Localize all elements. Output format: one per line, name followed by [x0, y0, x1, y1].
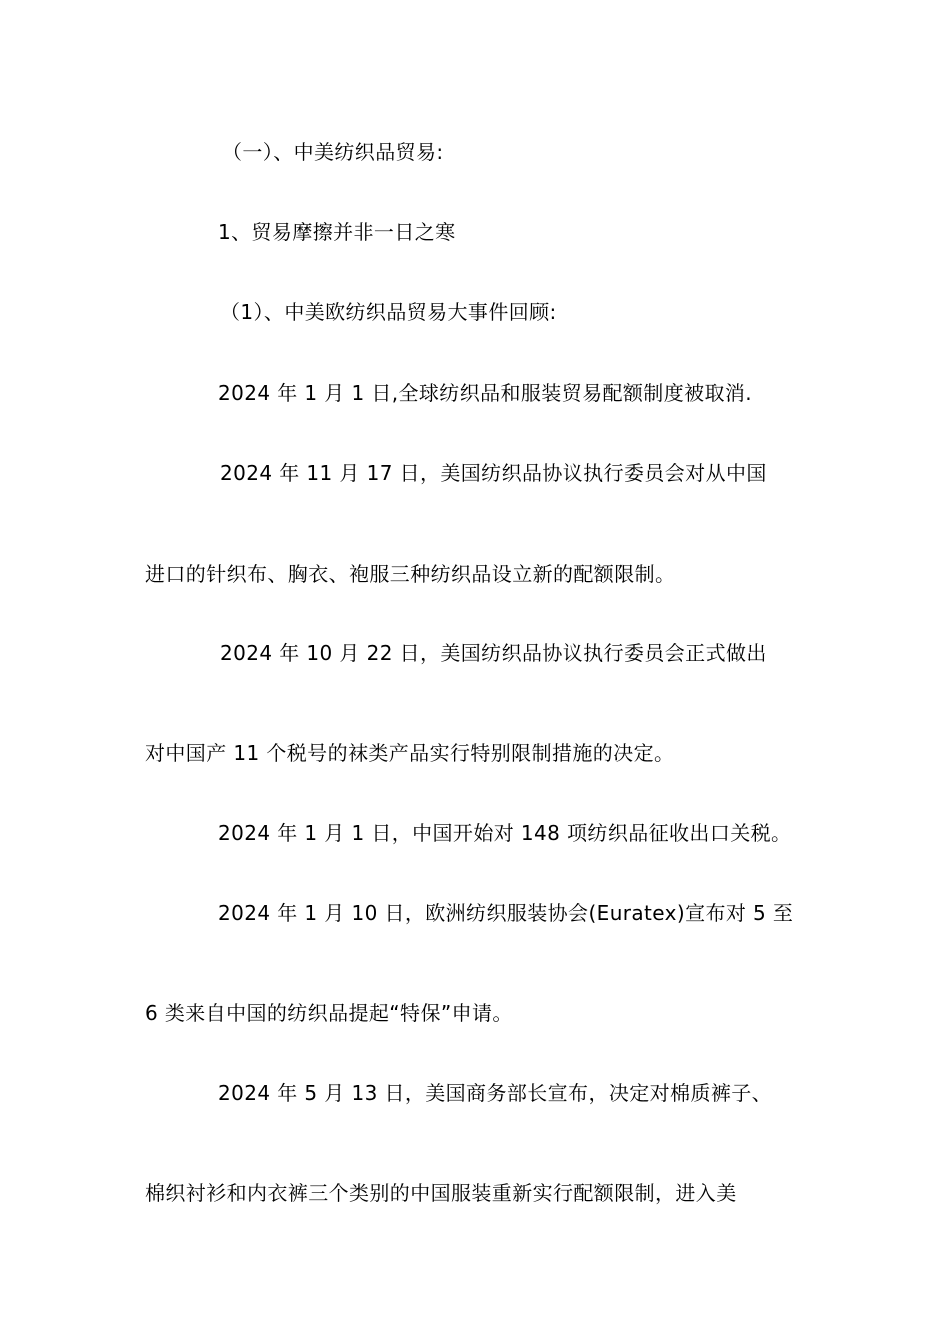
event-3-line-2: 对中国产 11 个税号的袜类产品实行特别限制措施的决定。: [145, 741, 675, 765]
event-2-line-2: 进口的针织布、胸衣、袍服三种纺织品设立新的配额限制。: [145, 562, 676, 586]
event-4-line-1: 2024 年 1 月 1 日，中国开始对 148 项纺织品征收出口关税。: [218, 821, 792, 845]
event-2-line-1: 2024 年 11 月 17 日，美国纺织品协议执行委员会对从中国: [220, 461, 767, 485]
subheading-events-review: （1）、中美欧纺织品贸易大事件回顾:: [220, 300, 557, 324]
event-1-line-1: 2024 年 1 月 1 日,全球纺织品和服装贸易配额制度被取消.: [218, 381, 753, 405]
event-5-line-2: 6 类来自中国的纺织品提起“特保”申请。: [145, 1001, 513, 1025]
event-3-line-1: 2024 年 10 月 22 日，美国纺织品协议执行委员会正式做出: [220, 641, 767, 665]
section-heading: （一）、中美纺织品贸易:: [222, 140, 444, 164]
subheading-trade-friction: 1、贸易摩擦并非一日之寒: [218, 220, 456, 244]
event-5-line-1: 2024 年 1 月 10 日，欧洲纺织服装协会(Euratex)宣布对 5 至: [218, 901, 794, 925]
event-6-line-2: 棉织衬衫和内衣裤三个类别的中国服装重新实行配额限制，进入美: [145, 1181, 737, 1205]
event-6-line-1: 2024 年 5 月 13 日，美国商务部长宣布，决定对棉质裤子、: [218, 1081, 773, 1105]
